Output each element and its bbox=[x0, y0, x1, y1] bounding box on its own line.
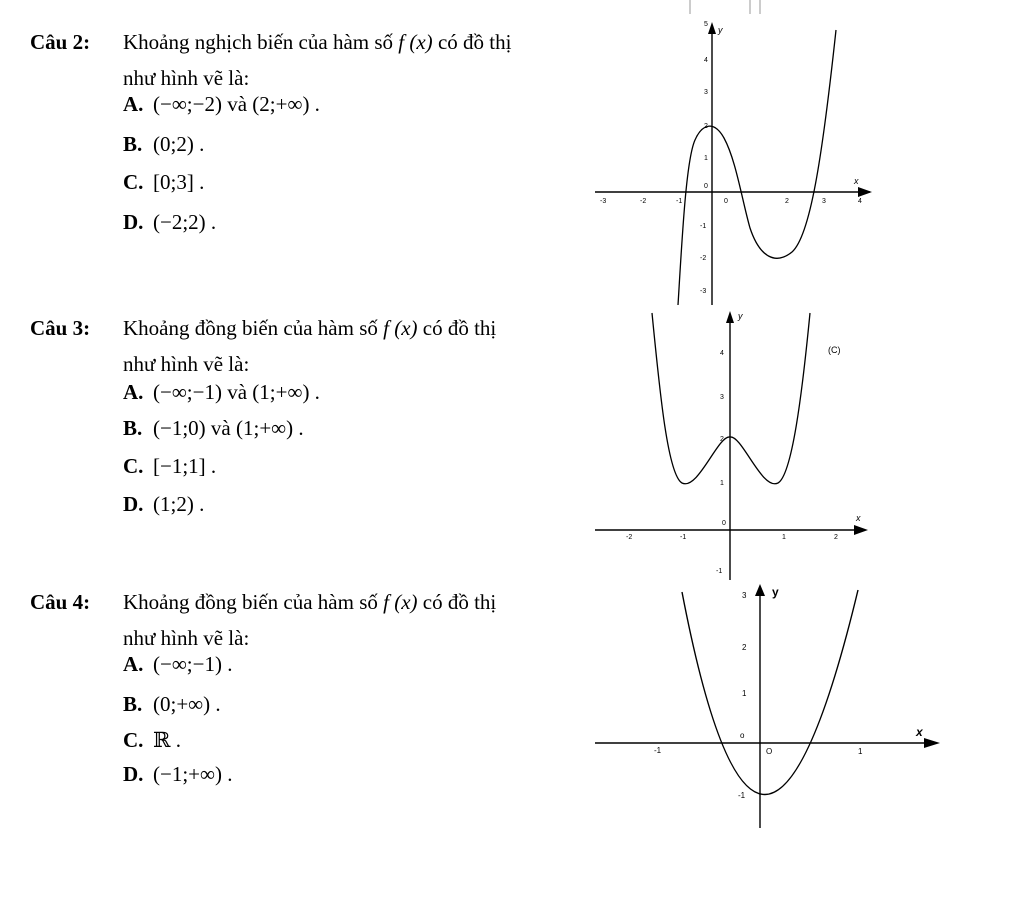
origin-marker: o bbox=[740, 731, 745, 740]
x-axis-arrow bbox=[858, 187, 872, 197]
question-stem-line2: như hình vẽ là: bbox=[123, 352, 250, 376]
y-tick: -3 bbox=[700, 288, 707, 295]
option-b[interactable]: B. (−1;0) và (1;+∞) . bbox=[123, 416, 304, 440]
question-stem: Khoảng nghịch biến của hàm số f (x) có đồ thị bbox=[123, 30, 512, 54]
y-tick: 2 bbox=[742, 643, 747, 652]
x-tick: -3 bbox=[600, 198, 607, 205]
option-b[interactable]: B. (0;2) . bbox=[123, 132, 205, 156]
y-tick: 4 bbox=[704, 57, 708, 64]
question-number: Câu 3: bbox=[30, 316, 91, 340]
y-axis-arrow bbox=[755, 584, 765, 596]
cubic-curve bbox=[678, 30, 836, 305]
quartic-curve bbox=[652, 313, 810, 484]
x-axis-label: x bbox=[854, 176, 859, 186]
curve-label: (C) bbox=[828, 345, 841, 355]
x-tick: 0 bbox=[724, 198, 728, 205]
cubic-graph bbox=[590, 0, 890, 310]
x-tick: 2 bbox=[834, 534, 838, 541]
parabola-graph bbox=[590, 578, 950, 830]
y-tick: 4 bbox=[720, 350, 724, 357]
question-stem-line2: như hình vẽ là: bbox=[123, 66, 250, 90]
option-a[interactable]: A. (−∞;−1) . bbox=[123, 652, 233, 676]
x-tick: -1 bbox=[680, 534, 687, 541]
function-notation: f (x) bbox=[383, 316, 418, 340]
option-c[interactable]: C. [−1;1] . bbox=[123, 454, 217, 478]
x-tick: -1 bbox=[676, 198, 683, 205]
y-tick: 3 bbox=[742, 591, 747, 600]
x-tick: -2 bbox=[640, 198, 647, 205]
y-tick: 3 bbox=[720, 394, 724, 401]
y-tick: -1 bbox=[716, 568, 723, 575]
y-axis-arrow bbox=[726, 311, 734, 323]
y-tick: 1 bbox=[720, 480, 724, 487]
quartic-graph bbox=[590, 305, 890, 580]
y-axis-arrow bbox=[708, 22, 716, 34]
option-d[interactable]: D. (−2;2) . bbox=[123, 210, 217, 234]
y-tick: -2 bbox=[700, 255, 707, 262]
x-tick: 4 bbox=[858, 198, 862, 205]
question-number: Câu 4: bbox=[30, 590, 91, 614]
y-tick: -1 bbox=[700, 223, 707, 230]
y-tick: 2 bbox=[720, 436, 724, 443]
x-axis-arrow bbox=[924, 738, 940, 748]
x-tick: 1 bbox=[782, 534, 786, 541]
origin-label: 0 bbox=[704, 183, 708, 190]
y-axis-label: y bbox=[772, 585, 779, 599]
question-stem: Khoảng đồng biến của hàm số f (x) có đồ thị bbox=[123, 316, 497, 340]
option-d[interactable]: D. (1;2) . bbox=[123, 492, 205, 516]
option-c[interactable]: C. ℝ . bbox=[123, 728, 181, 752]
y-tick: -1 bbox=[738, 791, 746, 800]
y-tick: 2 bbox=[704, 123, 708, 130]
x-tick: 2 bbox=[785, 198, 789, 205]
x-tick: 1 bbox=[858, 747, 863, 756]
x-axis-label: x bbox=[916, 725, 923, 739]
parabola-curve bbox=[682, 590, 858, 795]
question-number: Câu 2: bbox=[30, 30, 91, 54]
x-axis-label: x bbox=[856, 513, 861, 523]
x-tick: 0 bbox=[722, 520, 726, 527]
y-tick: 1 bbox=[704, 155, 708, 162]
y-tick: 1 bbox=[742, 689, 747, 698]
option-d[interactable]: D. (−1;+∞) . bbox=[123, 762, 233, 786]
option-a[interactable]: A. (−∞;−2) và (2;+∞) . bbox=[123, 92, 320, 116]
function-notation: f (x) bbox=[398, 30, 433, 54]
y-axis-label: y bbox=[718, 25, 723, 35]
y-axis-label: y bbox=[738, 311, 743, 321]
x-tick: -2 bbox=[626, 534, 633, 541]
x-tick: 3 bbox=[822, 198, 826, 205]
x-axis-arrow bbox=[854, 525, 868, 535]
y-tick: 5 bbox=[704, 21, 708, 28]
question-stem: Khoảng đồng biến của hàm số f (x) có đồ thị bbox=[123, 590, 497, 614]
x-tick: -1 bbox=[654, 746, 662, 755]
origin-label: O bbox=[766, 747, 773, 756]
option-a[interactable]: A. (−∞;−1) và (1;+∞) . bbox=[123, 380, 320, 404]
y-tick: 3 bbox=[704, 89, 708, 96]
option-b[interactable]: B. (0;+∞) . bbox=[123, 692, 221, 716]
question-stem-line2: như hình vẽ là: bbox=[123, 626, 250, 650]
function-notation: f (x) bbox=[383, 590, 418, 614]
option-c[interactable]: C. [0;3] . bbox=[123, 170, 205, 194]
